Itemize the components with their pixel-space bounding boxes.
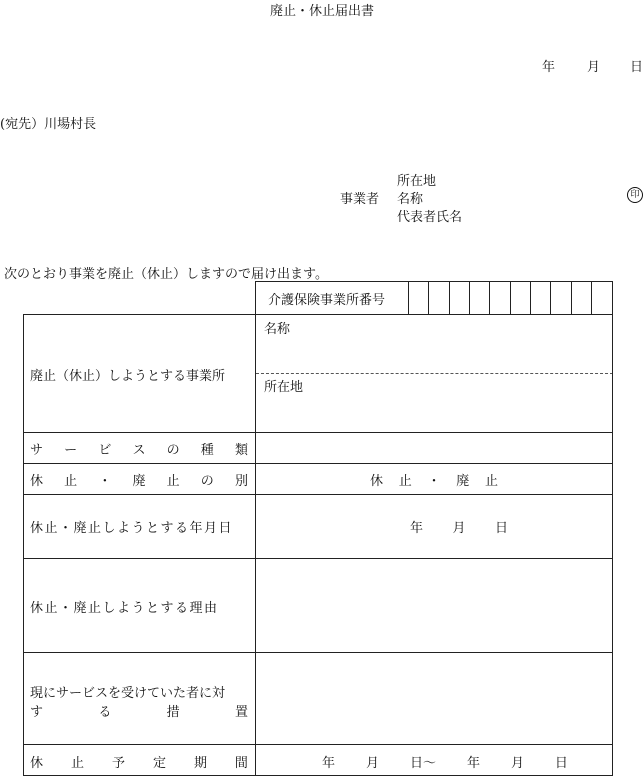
period-value	[322, 752, 568, 771]
period-start-month: 月	[365, 756, 379, 771]
service-type-char: の	[166, 443, 180, 458]
office-label: 廃止（休止）しようとする事業所	[30, 369, 226, 384]
measure-char: す	[30, 705, 44, 720]
service-type-char: サ	[30, 443, 44, 458]
period-end-day: 日	[554, 756, 568, 771]
period-end-year: 年	[466, 756, 480, 771]
kind-label-char: の	[200, 474, 214, 489]
kind-value-char: 止	[484, 474, 498, 489]
kind-label-char: 止	[64, 474, 78, 489]
service-type-char: ー	[64, 443, 78, 458]
measure-char: 措	[166, 705, 180, 720]
intro-text: 次のとおり事業を廃止（休止）しますので届け出ます。	[4, 267, 328, 282]
stop-date-day: 日	[494, 521, 508, 536]
period-label-char: 休	[30, 756, 44, 771]
kind-label	[30, 470, 248, 489]
applicant-label: 事業者	[340, 192, 380, 207]
kind-value	[370, 470, 498, 489]
period-end-month: 月	[510, 756, 524, 771]
kind-label-char: 廃	[132, 474, 146, 489]
stop-date-label: 休止・廃止しようとする年月日	[30, 521, 234, 536]
page-title: 廃止・休止届出書	[269, 4, 374, 19]
stop-date-month: 月	[452, 521, 466, 536]
office-number-label: 介護保険事業所番号	[268, 293, 386, 308]
service-type-char: ビ	[98, 443, 112, 458]
stop-date-value	[410, 517, 508, 536]
kind-value-char: 休	[370, 474, 384, 489]
period-label-char: 期	[193, 756, 207, 771]
kind-label-char: 別	[234, 474, 248, 489]
measure-label-line1: 現にサービスを受けていた者に対	[30, 686, 226, 701]
kind-value-char: ・	[427, 474, 441, 489]
service-type-char: 種	[200, 443, 214, 458]
addressee: (宛先）川場村長	[0, 117, 97, 132]
kind-label-char: ・	[98, 474, 112, 489]
date-month: 月	[587, 60, 601, 75]
period-label-char: 止	[70, 756, 84, 771]
kind-value-char: 廃	[456, 474, 470, 489]
period-label	[30, 752, 248, 771]
kind-label-char: 休	[30, 474, 44, 489]
service-type-label	[30, 439, 248, 458]
applicant-representative-label: 代表者氏名	[397, 210, 463, 225]
stop-date-year: 年	[410, 521, 424, 536]
period-start-day: 日〜	[409, 756, 436, 771]
period-start-year: 年	[322, 756, 336, 771]
period-label-char: 間	[234, 756, 248, 771]
measure-char: る	[98, 705, 112, 720]
office-location-label: 所在地	[264, 380, 304, 395]
date-day: 日	[630, 60, 644, 75]
service-type-char: 類	[234, 443, 248, 458]
measure-label-line2	[30, 701, 248, 720]
applicant-location-label: 所在地	[397, 174, 437, 189]
period-label-char: 定	[152, 756, 166, 771]
seal-mark: 印	[627, 187, 643, 203]
office-name-label: 名称	[264, 322, 291, 337]
period-label-char: 予	[111, 756, 125, 771]
kind-value-char: 止	[398, 474, 412, 489]
kind-label-char: 止	[166, 474, 180, 489]
date-year: 年	[542, 60, 556, 75]
applicant-name-label: 名称	[397, 192, 424, 207]
reason-label: 休止・廃止しようとする理由	[30, 601, 219, 616]
service-type-char: ス	[132, 443, 146, 458]
measure-char: 置	[234, 705, 248, 720]
